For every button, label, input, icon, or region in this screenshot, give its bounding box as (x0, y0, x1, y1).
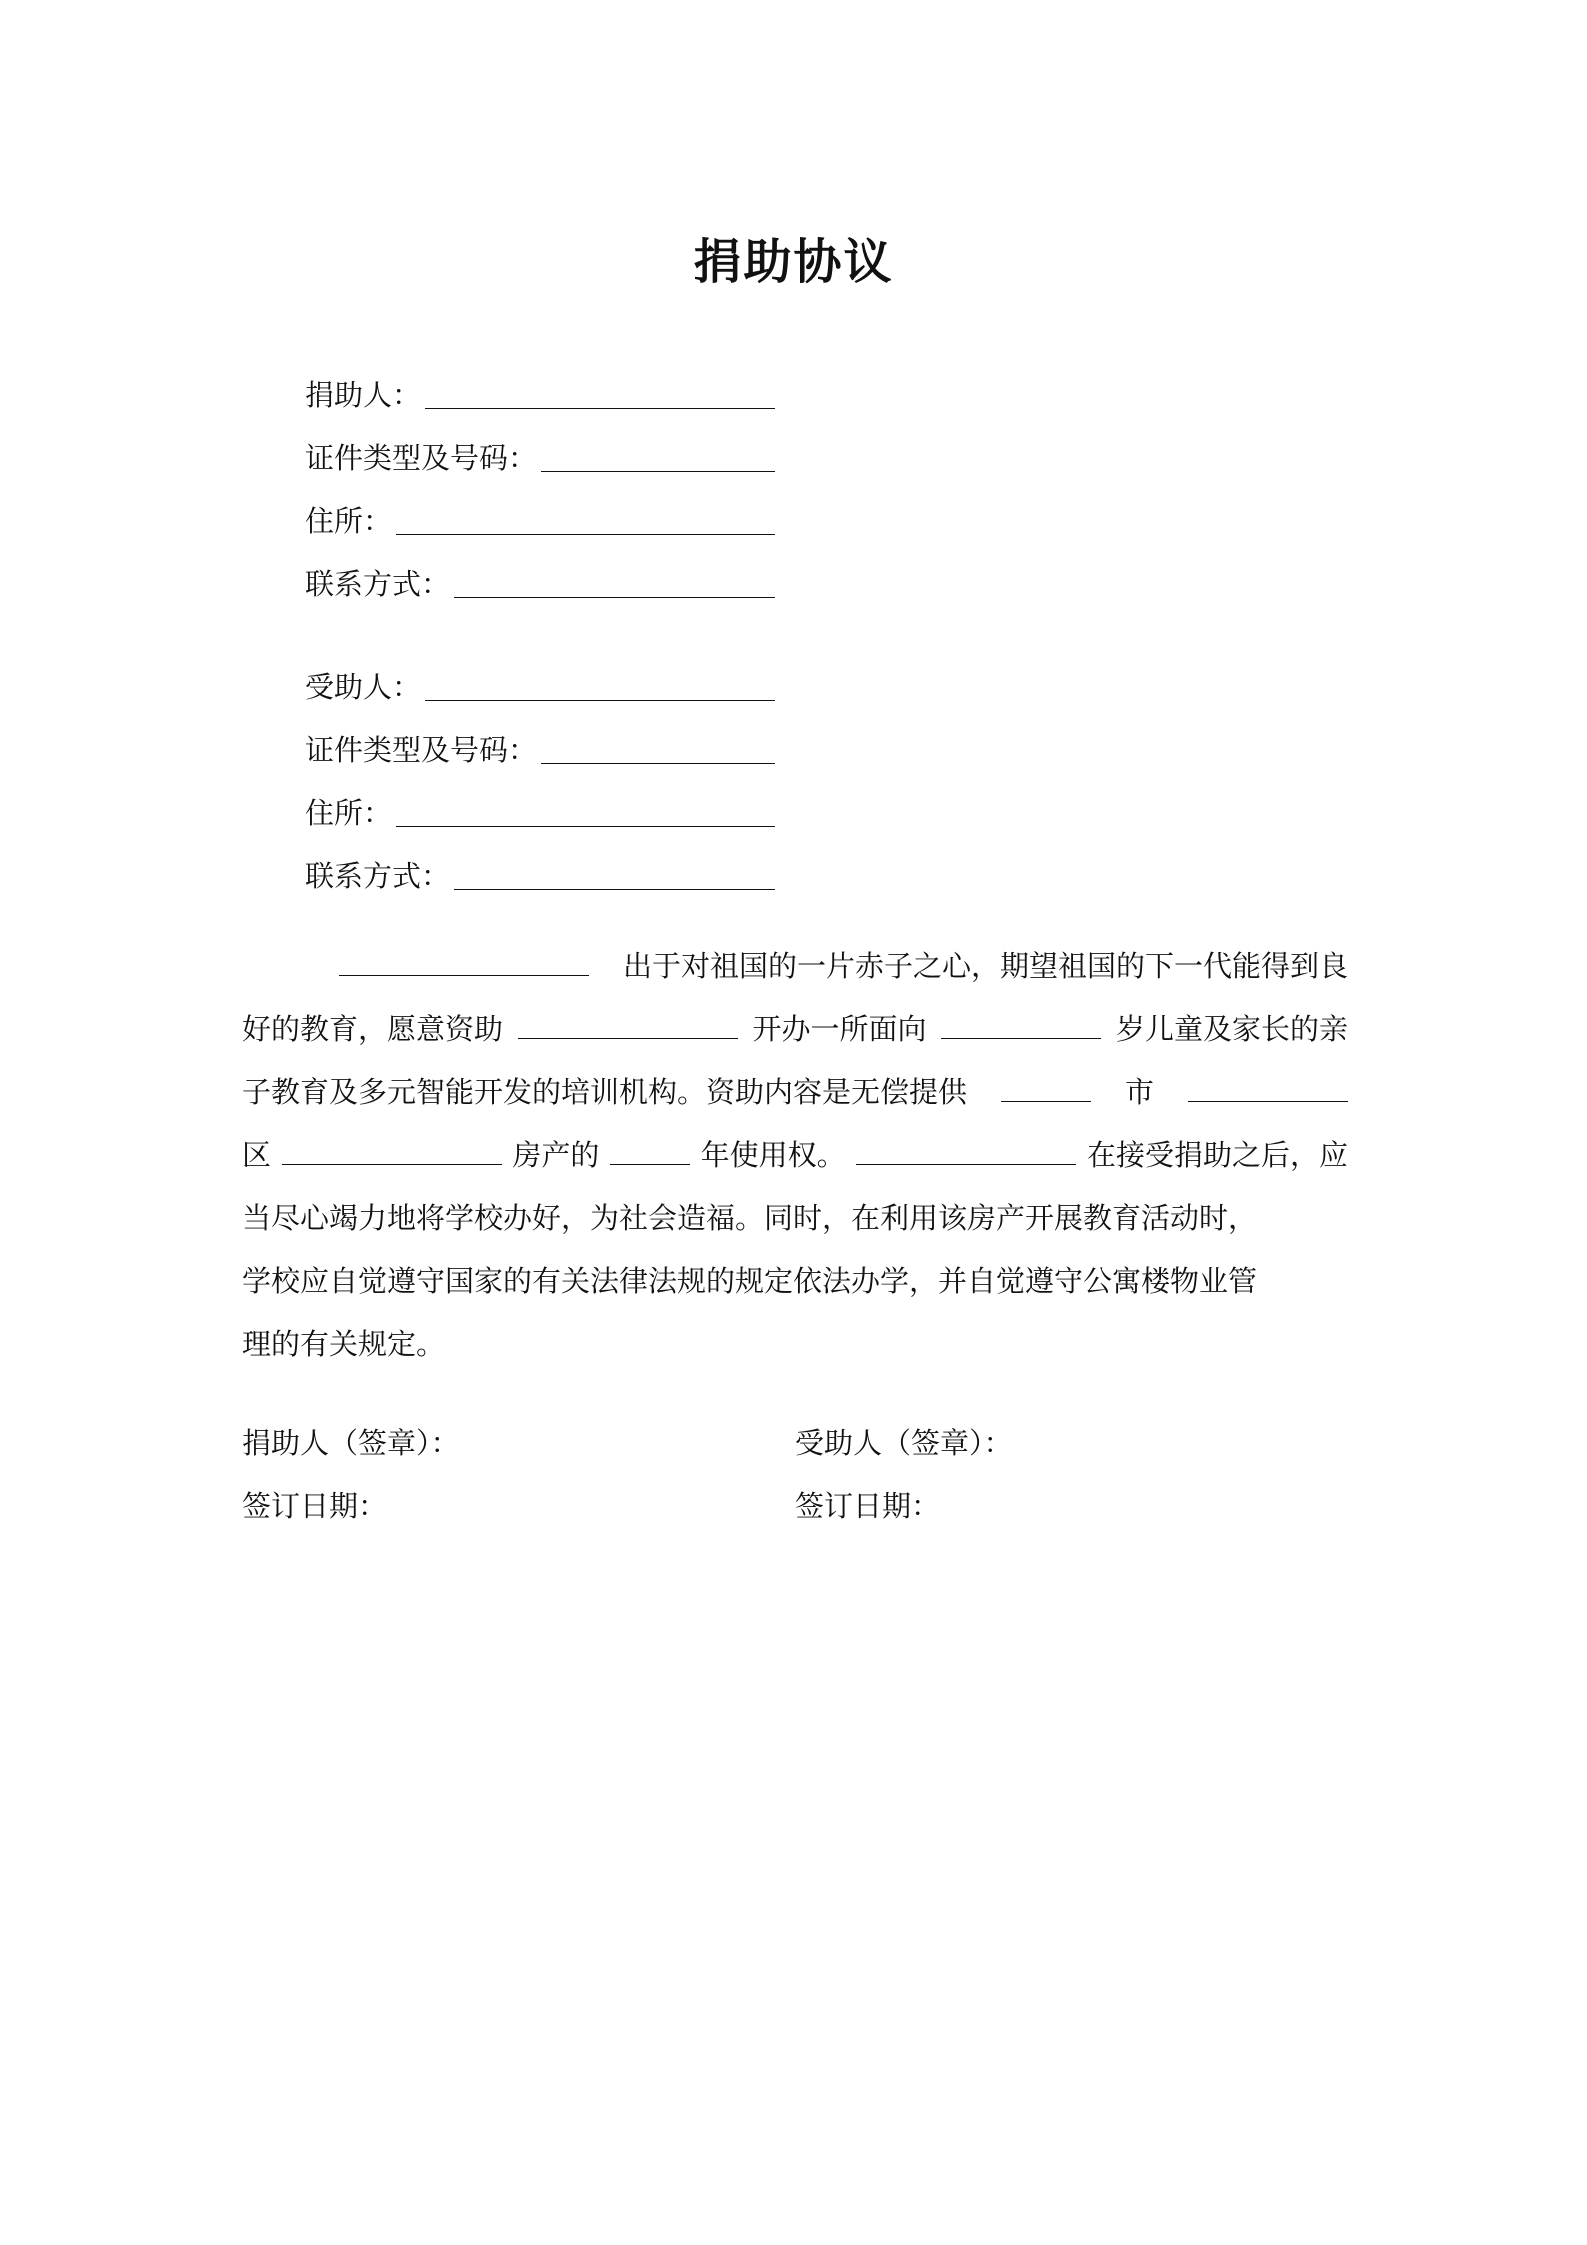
city-blank (1001, 1075, 1091, 1102)
donor-address-blank (396, 504, 775, 535)
donor-name-blank (425, 378, 775, 409)
signature-row (242, 1412, 1348, 1475)
recipient-name-blank (425, 670, 775, 701)
body-text: 市 (1124, 1075, 1154, 1109)
recipient-id-blank (541, 733, 775, 764)
body-text: 理的有关规定。 (242, 1327, 446, 1361)
body-text: 好的教育，愿意资助 (242, 1012, 504, 1046)
body-text: 学校应自觉遵守国家的有关法律法规的规定依法办学，并自觉遵守公寓楼物业管 (242, 1264, 1258, 1298)
recipient-contact-label: 联系方式： (305, 859, 451, 893)
age-range-blank (941, 1012, 1101, 1039)
recipient-id-label: 证件类型及号码： (305, 733, 538, 767)
recipient-info-section (305, 644, 775, 896)
body-text: 子教育及多元智能开发的培训机构。资助内容是无偿提供 (242, 1075, 968, 1109)
body-text: 岁儿童及家长的亲 (1115, 1012, 1348, 1046)
body-text: 当尽心竭力地将学校办好，为社会造福。同时，在利用该房产开展教育活动时， (242, 1201, 1258, 1235)
recipient-name-blank-inline (518, 1012, 738, 1039)
date-row (242, 1475, 1348, 1538)
donor-address-label: 住所： (305, 504, 393, 538)
donor-date-label: 签订日期： (242, 1489, 388, 1523)
recipient-contact-row (305, 833, 775, 896)
body-line-6 (242, 1250, 1348, 1313)
body-line-7 (242, 1313, 1348, 1376)
recipient-address-blank (396, 796, 775, 827)
property-blank (282, 1138, 502, 1165)
body-text: 开办一所面向 (752, 1012, 927, 1046)
years-blank (610, 1138, 690, 1165)
district-blank (1188, 1075, 1348, 1102)
donor-id-row (305, 415, 775, 478)
donor-contact-blank (454, 567, 775, 598)
donor-contact-row (305, 541, 775, 604)
body-line-2 (242, 998, 1348, 1061)
donor-address-row (305, 478, 775, 541)
body-text: 年使用权。 (700, 1138, 846, 1172)
body-text: 房产的 (512, 1138, 600, 1172)
body-line-1 (242, 935, 1348, 998)
donor-name-label: 捐助人： (305, 378, 422, 412)
body-line-3 (242, 1061, 1348, 1124)
donor-name-row (305, 352, 775, 415)
donor-id-label: 证件类型及号码： (305, 441, 538, 475)
recipient-blank-inline-2 (856, 1138, 1076, 1165)
body-line-5 (242, 1187, 1348, 1250)
body-line-4 (242, 1124, 1348, 1187)
recipient-contact-blank (454, 859, 775, 890)
recipient-date-label: 签订日期： (795, 1489, 941, 1523)
recipient-address-label: 住所： (305, 796, 393, 830)
recipient-signature-label: 受助人（签章）： (795, 1426, 1013, 1460)
recipient-name-label: 受助人： (305, 670, 422, 704)
agreement-body (242, 935, 1348, 1376)
donor-info-section (305, 352, 775, 604)
donor-contact-label: 联系方式： (305, 567, 451, 601)
body-text: 在接受捐助之后，应 (1086, 1138, 1348, 1172)
donor-id-blank (541, 441, 775, 472)
page-title: 捐助协议 (693, 234, 894, 290)
recipient-address-row (305, 770, 775, 833)
donor-name-blank-inline (339, 949, 589, 976)
recipient-name-row (305, 644, 775, 707)
body-text: 出于对祖国的一片赤子之心，期望祖国的下一代能得到良 (622, 949, 1348, 983)
donor-signature-label: 捐助人（签章）： (242, 1426, 460, 1460)
body-text: 区 (242, 1138, 272, 1172)
signature-section (242, 1412, 1348, 1538)
recipient-id-row (305, 707, 775, 770)
